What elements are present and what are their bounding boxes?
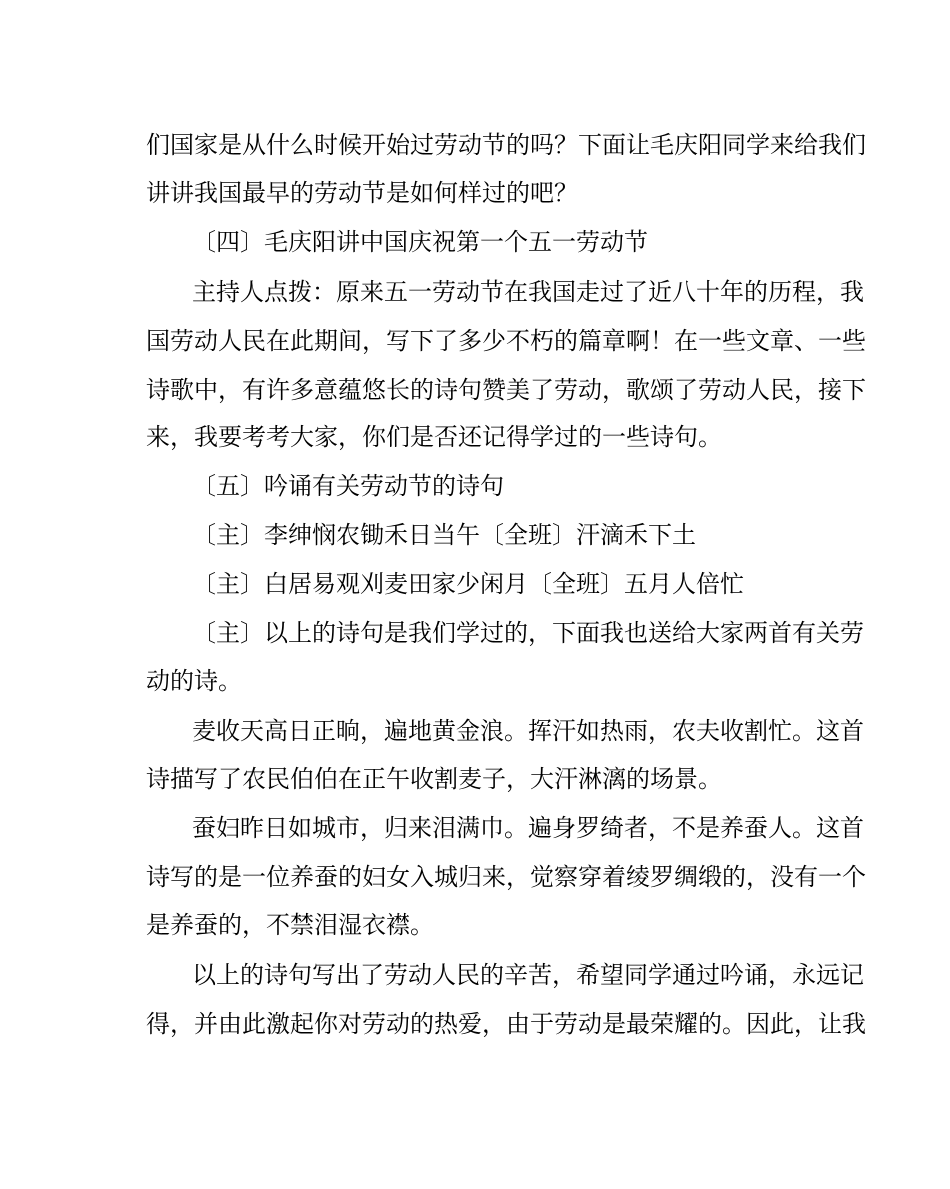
- text-line: 国劳动人民在此期间，写下了多少不朽的篇章啊！在一些文章、一些: [146, 327, 866, 355]
- text-line: 蚕妇昨日如城市，归来泪满巾。遍身罗绮者，不是养蚕人。这首: [192, 814, 864, 842]
- text-line: 诗描写了农民伯伯在正午收割麦子，大汗淋漓的场景。: [146, 765, 722, 793]
- text-line: 诗写的是一位养蚕的妇女入城归来，觉察穿着绫罗绸缎的，没有一个: [146, 863, 866, 891]
- text-line: 诗歌中，有许多意蕴悠长的诗句赞美了劳动，歌颂了劳动人民，接下: [146, 376, 866, 404]
- text-line: 讲讲我国最早的劳动节是如何样过的吧？: [146, 179, 578, 207]
- text-line: 动的诗。: [146, 667, 242, 695]
- section-heading: 〔四〕毛庆阳讲中国庆祝第一个五一劳动节: [192, 228, 648, 256]
- text-line: 们国家是从什么时候开始过劳动节的吗？下面让毛庆阳同学来给我们: [146, 131, 866, 159]
- text-line: 主持人点拨：原来五一劳动节在我国走过了近八十年的历程，我: [192, 278, 864, 306]
- section-heading: 〔五〕吟诵有关劳动节的诗句: [192, 472, 504, 500]
- text-line: 来，我要考考大家，你们是否还记得学过的一些诗句。: [146, 423, 722, 451]
- text-line: 〔主〕李绅悯农锄禾日当午〔全班〕汗滴禾下土: [192, 521, 696, 549]
- text-line: 麦收天高日正晌，遍地黄金浪。挥汗如热雨，农夫收割忙。这首: [192, 717, 864, 745]
- text-line: 得，并由此激起你对劳动的热爱，由于劳动是最荣耀的。因此，让我: [146, 1010, 866, 1038]
- text-line: 〔主〕白居易观刈麦田家少闲月〔全班〕五月人倍忙: [192, 570, 744, 598]
- text-line: 〔主〕以上的诗句是我们学过的，下面我也送给大家两首有关劳: [192, 619, 864, 647]
- text-line: 是养蚕的，不禁泪湿衣襟。: [146, 911, 434, 939]
- text-line: 以上的诗句写出了劳动人民的辛苦，希望同学通过吟诵，永远记: [192, 961, 864, 989]
